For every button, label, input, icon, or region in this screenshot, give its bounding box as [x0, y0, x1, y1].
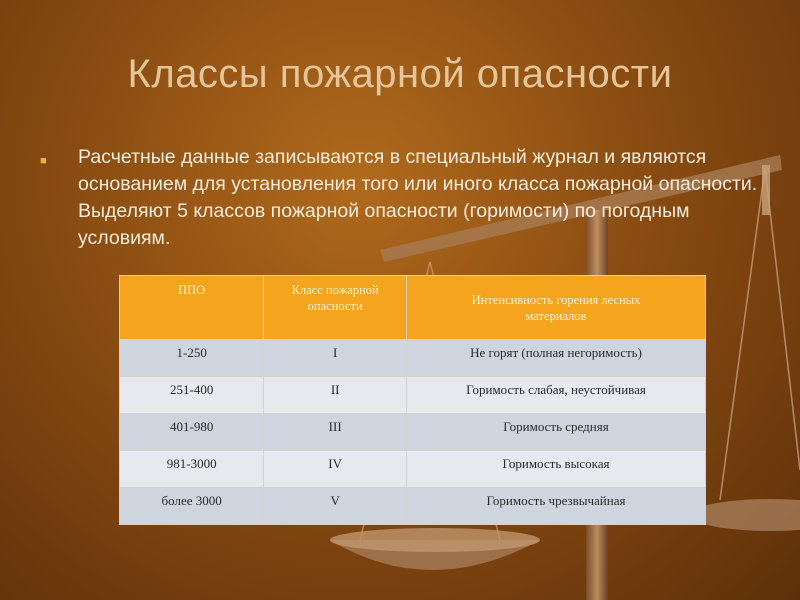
table-header-row: [120, 276, 706, 340]
header-cell-class: Класс пожарной опасности: [264, 276, 407, 340]
cell-ppo: более 3000: [120, 488, 264, 525]
body-paragraph: Расчетные данные записываются в специальный журнал и являются основанием для установления того или иного класса пожарной опасности. Выделяют 5 классов пожарной опасности (горимости) по погодным условиям.: [78, 146, 758, 249]
cell-class: V: [264, 488, 407, 525]
cell-class: IV: [264, 451, 407, 488]
cell-ppo: 251-400: [120, 377, 264, 414]
cell-intensity: Горимость средняя: [407, 414, 706, 451]
bullet-marker: ■: [40, 155, 47, 167]
slide-title: Классы пожарной опасности: [127, 52, 673, 96]
cell-ppo: 981-3000: [120, 451, 264, 488]
cell-class: II: [264, 377, 407, 414]
cell-intensity: Горимость высокая: [407, 451, 706, 488]
table-row: [120, 414, 706, 451]
table-row: [120, 488, 706, 525]
table-row: [120, 451, 706, 488]
header-cell-ppo: ППО: [120, 276, 264, 340]
cell-ppo: 401-980: [120, 414, 264, 451]
cell-intensity: Горимость чрезвычайная: [407, 488, 706, 525]
cell-intensity: Не горят (полная негоримость): [407, 340, 706, 377]
cell-intensity: Горимость слабая, неустойчивая: [407, 377, 706, 414]
table-row: [120, 340, 706, 377]
table-row: [120, 377, 706, 414]
fire-danger-table: [119, 275, 706, 525]
cell-class: I: [264, 340, 407, 377]
cell-class: III: [264, 414, 407, 451]
cell-ppo: 1-250: [120, 340, 264, 377]
header-cell-intensity: Интенсивность горения лесных материалов: [407, 276, 706, 340]
